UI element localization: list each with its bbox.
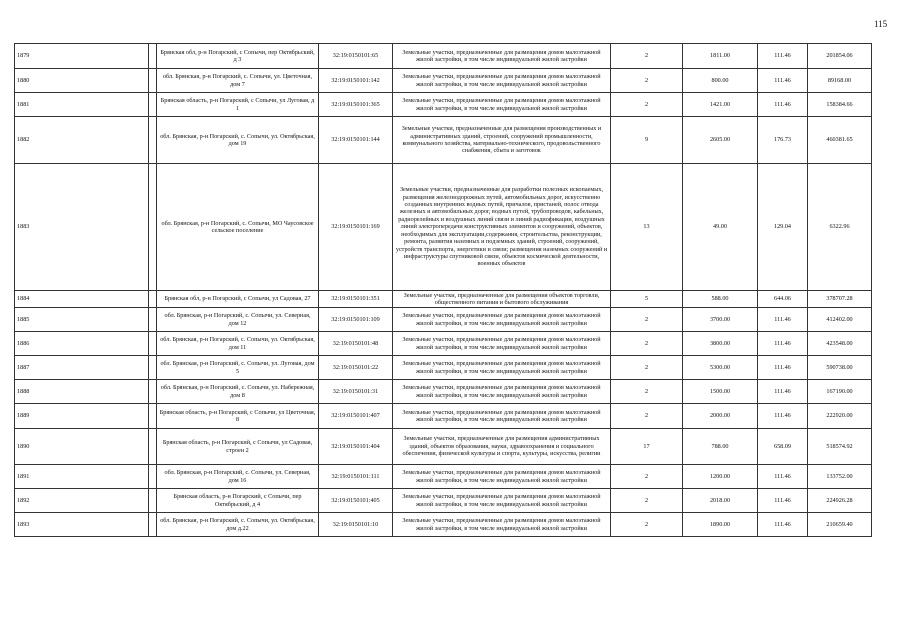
- spacer-cell: [149, 489, 157, 513]
- cadastral-number-cell: 32:19:0150101:48: [319, 332, 393, 356]
- cadastral-value-cell: 460381.65: [808, 117, 872, 164]
- address-cell: Брянская область, р-н Погарский, с Сопычи, пер Октябрьский, д 4: [157, 489, 319, 513]
- cadastral-value-cell: 590738.00: [808, 356, 872, 380]
- specific-value-cell: 111.46: [758, 93, 808, 117]
- cadastral-number-cell: 32:19:0150101:407: [319, 404, 393, 429]
- cadastral-value-table: [14, 43, 872, 537]
- row-number: 1885: [15, 308, 149, 332]
- specific-value-cell: 111.46: [758, 356, 808, 380]
- area-cell: 1200.00: [683, 465, 758, 489]
- use-group-cell: 2: [611, 93, 683, 117]
- land-use-cell: Земельные участки, предназначенные для размещения производственных и административных зданий, строений, сооружений промышленности, коммунального хозяйства, материально-технического, продовольственного снабжения, сбыта и заготовок: [393, 117, 611, 164]
- specific-value-cell: 644.06: [758, 291, 808, 308]
- table-row: [15, 380, 872, 404]
- specific-value-cell: 111.46: [758, 380, 808, 404]
- specific-value-cell: 111.46: [758, 332, 808, 356]
- cadastral-number-cell: 32:19:0150101:405: [319, 489, 393, 513]
- area-cell: 1421.00: [683, 93, 758, 117]
- cadastral-number-cell: 32:19:0150101:10: [319, 513, 393, 537]
- table-body: [15, 44, 872, 537]
- land-use-cell: Земельные участки, предназначенные для размещения домов малоэтажной жилой застройки, в том числе индивидуальной жилой застройки: [393, 308, 611, 332]
- area-cell: 1811.00: [683, 44, 758, 69]
- specific-value-cell: 111.46: [758, 308, 808, 332]
- cadastral-number-cell: 32:19:0150101:111: [319, 465, 393, 489]
- address-cell: Брянская область, р-н Погарский, с Сопычи, ул Луговая, д 1: [157, 93, 319, 117]
- area-cell: 5300.00: [683, 356, 758, 380]
- use-group-cell: 2: [611, 44, 683, 69]
- row-number: 1882: [15, 117, 149, 164]
- spacer-cell: [149, 69, 157, 93]
- land-use-cell: Земельные участки, предназначенные для размещения домов малоэтажной жилой застройки, в том числе индивидуальной жилой застройки: [393, 489, 611, 513]
- row-number: 1887: [15, 356, 149, 380]
- specific-value-cell: 111.46: [758, 465, 808, 489]
- address-cell: обл. Брянская, р-н Погарский, с. Сопычи, ул. Луговая, дом 5: [157, 356, 319, 380]
- use-group-cell: 2: [611, 69, 683, 93]
- cadastral-value-cell: 423548.00: [808, 332, 872, 356]
- table-row: [15, 44, 872, 69]
- spacer-cell: [149, 513, 157, 537]
- row-number: 1893: [15, 513, 149, 537]
- table-row: [15, 465, 872, 489]
- spacer-cell: [149, 164, 157, 291]
- row-number: 1890: [15, 429, 149, 465]
- address-cell: обл. Брянская, р-н Погарский, с. Сопычи, ул. Октябрьская, дом 19: [157, 117, 319, 164]
- specific-value-cell: 176.73: [758, 117, 808, 164]
- table-row: [15, 429, 872, 465]
- cadastral-number-cell: 32:19:0150101:31: [319, 380, 393, 404]
- land-use-cell: Земельные участки, предназначенные для размещения домов малоэтажной жилой застройки, в том числе индивидуальной жилой застройки: [393, 332, 611, 356]
- table-row: [15, 404, 872, 429]
- table-row: [15, 93, 872, 117]
- spacer-cell: [149, 380, 157, 404]
- row-number: 1880: [15, 69, 149, 93]
- area-cell: 588.00: [683, 291, 758, 308]
- area-cell: 3800.00: [683, 332, 758, 356]
- cadastral-number-cell: 32:19:0150101:365: [319, 93, 393, 117]
- spacer-cell: [149, 356, 157, 380]
- use-group-cell: 2: [611, 332, 683, 356]
- table-row: [15, 513, 872, 537]
- specific-value-cell: 111.46: [758, 404, 808, 429]
- land-use-cell: Земельные участки, предназначенные для разработки полезных ископаемых, размещения железнодорожных путей, автомобильных дорог, искусственно созданных внутренних водных путей, причалов, пристаней, полос отвода железных и автомобильных дорог, водных путей, трубопроводов, кабельных, радиорелейных и воздушных линий связи и линий радиофикации, воздушных линий электропередачи конструктивных элементов и сооружений, объектов, необходимых для эксплуатации,содержания, строительства, реконструкции, ремонта, развития наземных и подземных зданий, строений, сооружений, устройств транспорта, энергетики и связи; размещения наземных сооружений и инфраструктуры спутниковой связи, объектов космической деятельности, военных объектов: [393, 164, 611, 291]
- use-group-cell: 2: [611, 404, 683, 429]
- area-cell: 800.00: [683, 69, 758, 93]
- specific-value-cell: 111.46: [758, 489, 808, 513]
- address-cell: Брянская область, р-н Погарский, с Сопычи, ул Садовая, строен 2: [157, 429, 319, 465]
- specific-value-cell: 658.09: [758, 429, 808, 465]
- use-group-cell: 17: [611, 429, 683, 465]
- spacer-cell: [149, 93, 157, 117]
- table-row: [15, 356, 872, 380]
- cadastral-number-cell: 32:19:0150101:22: [319, 356, 393, 380]
- cadastral-value-cell: 378707.28: [808, 291, 872, 308]
- address-cell: Брянская обл, р-н Погарский, с Сопычи, ул Садовая, 27: [157, 291, 319, 308]
- address-cell: Брянская обл, р-н Погарский, с Сопычи, пер Октябрьский, д 3: [157, 44, 319, 69]
- area-cell: 1890.00: [683, 513, 758, 537]
- specific-value-cell: 111.46: [758, 44, 808, 69]
- cadastral-value-cell: 6322.96: [808, 164, 872, 291]
- land-use-cell: Земельные участки, предназначенные для размещения административных зданий, объектов образования, науки, здравоохранения и социального обеспечения, физической культуры и спорта, культуры, искусства, религии: [393, 429, 611, 465]
- cadastral-value-cell: 201854.06: [808, 44, 872, 69]
- spacer-cell: [149, 44, 157, 69]
- spacer-cell: [149, 308, 157, 332]
- table-row: [15, 117, 872, 164]
- row-number: 1886: [15, 332, 149, 356]
- cadastral-number-cell: 32:19:0150101:351: [319, 291, 393, 308]
- row-number: 1881: [15, 93, 149, 117]
- land-use-cell: Земельные участки, предназначенные для размещения домов малоэтажной жилой застройки, в том числе индивидуальной жилой застройки: [393, 44, 611, 69]
- cadastral-value-cell: 133752.00: [808, 465, 872, 489]
- cadastral-value-cell: 518574.92: [808, 429, 872, 465]
- use-group-cell: 2: [611, 380, 683, 404]
- address-cell: обл. Брянская, р-н Погарский, с. Сопычи, МО Чаусовское сельское поселение: [157, 164, 319, 291]
- area-cell: 2000.00: [683, 404, 758, 429]
- cadastral-value-cell: 158384.66: [808, 93, 872, 117]
- cadastral-number-cell: 32:19:0150101:169: [319, 164, 393, 291]
- land-use-cell: Земельные участки, предназначенные для размещения домов малоэтажной жилой застройки, в том числе индивидуальной жилой застройки: [393, 380, 611, 404]
- use-group-cell: 2: [611, 308, 683, 332]
- land-use-cell: Земельные участки, предназначенные для размещения домов малоэтажной жилой застройки, в том числе индивидуальной жилой застройки: [393, 465, 611, 489]
- row-number: 1883: [15, 164, 149, 291]
- cadastral-number-cell: 32:19:0150101:404: [319, 429, 393, 465]
- cadastral-value-cell: 89168.00: [808, 69, 872, 93]
- use-group-cell: 2: [611, 513, 683, 537]
- cadastral-value-cell: 224926.28: [808, 489, 872, 513]
- table-row: [15, 308, 872, 332]
- cadastral-value-cell: 167190.00: [808, 380, 872, 404]
- use-group-cell: 2: [611, 356, 683, 380]
- specific-value-cell: 129.04: [758, 164, 808, 291]
- address-cell: обл. Брянская, р-н Погарский, с. Сопычи, ул. Северная, дом 16: [157, 465, 319, 489]
- use-group-cell: 2: [611, 465, 683, 489]
- cadastral-number-cell: 32:19:0150101:142: [319, 69, 393, 93]
- row-number: 1892: [15, 489, 149, 513]
- cadastral-number-cell: 32:19:0150101:144: [319, 117, 393, 164]
- address-cell: обл. Брянская, р-н Погарский, с. Сопычи, ул. Цветочная, дом 7: [157, 69, 319, 93]
- use-group-cell: 2: [611, 489, 683, 513]
- spacer-cell: [149, 404, 157, 429]
- land-use-cell: Земельные участки, предназначенные для размещения домов малоэтажной жилой застройки, в том числе индивидуальной жилой застройки: [393, 513, 611, 537]
- land-use-cell: Земельные участки, предназначенные для размещения домов малоэтажной жилой застройки, в том числе индивидуальной жилой застройки: [393, 69, 611, 93]
- area-cell: 788.00: [683, 429, 758, 465]
- row-number: 1879: [15, 44, 149, 69]
- page-number: 115: [874, 19, 888, 29]
- table-row: [15, 164, 872, 291]
- cadastral-number-cell: 32:19:0150101:109: [319, 308, 393, 332]
- cadastral-value-cell: 412402.00: [808, 308, 872, 332]
- row-number: 1888: [15, 380, 149, 404]
- area-cell: 1500.00: [683, 380, 758, 404]
- land-use-cell: Земельные участки, предназначенные для размещения домов малоэтажной жилой застройки, в том числе индивидуальной жилой застройки: [393, 93, 611, 117]
- address-cell: обл. Брянская, р-н Погарский, с. Сопычи, ул. Северная, дом 12: [157, 308, 319, 332]
- spacer-cell: [149, 429, 157, 465]
- table-row: [15, 291, 872, 308]
- spacer-cell: [149, 291, 157, 308]
- row-number: 1889: [15, 404, 149, 429]
- address-cell: Брянская область, р-н Погарский, с Сопычи, ул Цветочная, 8: [157, 404, 319, 429]
- land-use-cell: Земельные участки, предназначенные для размещения домов малоэтажной жилой застройки, в том числе индивидуальной жилой застройки: [393, 356, 611, 380]
- address-cell: обл. Брянская, р-н Погарский, с. Сопычи, ул. Набережная, дом 8: [157, 380, 319, 404]
- spacer-cell: [149, 465, 157, 489]
- address-cell: обл. Брянская, р-н Погарский, с. Сопычи, ул. Октябрьская, дом 11: [157, 332, 319, 356]
- land-use-cell: Земельные участки, предназначенные для размещения домов малоэтажной жилой застройки, в том числе индивидуальной жилой застройки: [393, 404, 611, 429]
- area-cell: 2018.00: [683, 489, 758, 513]
- land-use-cell: Земельные участки, предназначенные для размещения объектов торговли, общественного питания и бытового обслуживания: [393, 291, 611, 308]
- table-row: [15, 489, 872, 513]
- area-cell: 49.00: [683, 164, 758, 291]
- specific-value-cell: 111.46: [758, 69, 808, 93]
- area-cell: 3700.00: [683, 308, 758, 332]
- address-cell: обл. Брянская, р-н Погарский, с. Сопычи, ул. Октябрьская, дом д.22: [157, 513, 319, 537]
- cadastral-value-cell: 222920.00: [808, 404, 872, 429]
- table-row: [15, 332, 872, 356]
- cadastral-number-cell: 32:19:0150101:65: [319, 44, 393, 69]
- use-group-cell: 5: [611, 291, 683, 308]
- row-number: 1884: [15, 291, 149, 308]
- use-group-cell: 13: [611, 164, 683, 291]
- specific-value-cell: 111.46: [758, 513, 808, 537]
- row-number: 1891: [15, 465, 149, 489]
- table-row: [15, 69, 872, 93]
- spacer-cell: [149, 332, 157, 356]
- spacer-cell: [149, 117, 157, 164]
- use-group-cell: 9: [611, 117, 683, 164]
- area-cell: 2605.00: [683, 117, 758, 164]
- cadastral-value-cell: 210659.40: [808, 513, 872, 537]
